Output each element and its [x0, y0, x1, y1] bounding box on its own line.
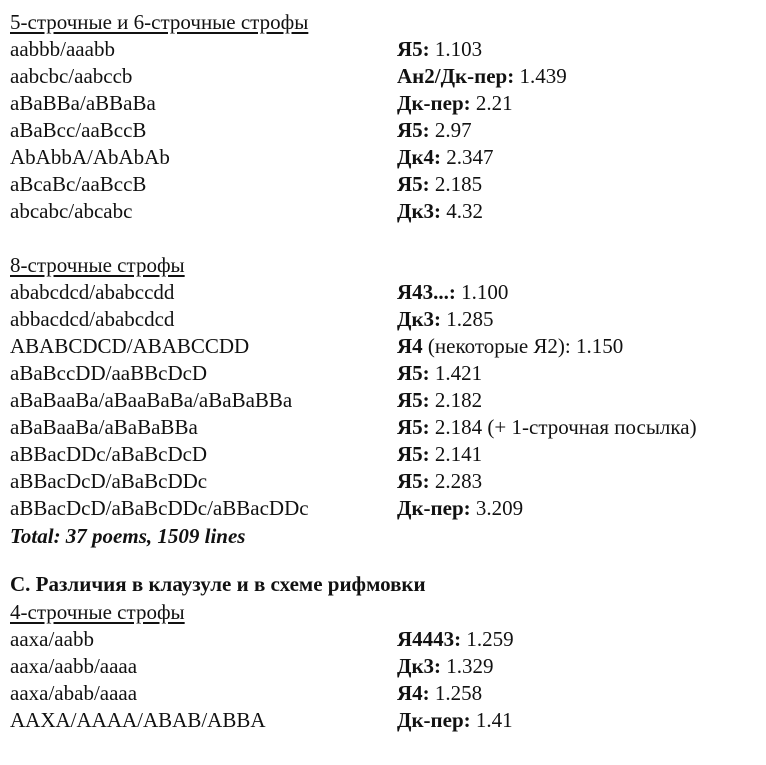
rhyme-scheme: aBBacDcD/aBaBcDDc/aBBacDDc: [10, 496, 309, 520]
stanza-row: [10, 441, 760, 468]
rhyme-scheme: abbacdcd/ababcdcd: [10, 307, 175, 331]
meter-label: Я5:: [397, 469, 430, 493]
meter-label: Ан2/Дк-пер:: [397, 64, 515, 88]
stanza-row: [10, 680, 760, 707]
poem-reference: 2.185: [429, 172, 483, 196]
rhyme-scheme: ABABCDCD/ABABCCDD: [10, 334, 250, 358]
rhyme-scheme: aBaBBa/aBBaBa: [10, 91, 156, 115]
rhyme-scheme: AAXA/AAAA/ABAB/ABBA: [10, 708, 266, 732]
poem-reference: 1.103: [429, 37, 483, 61]
rhyme-scheme: ababcdcd/ababccdd: [10, 280, 175, 304]
stanza-row: [10, 144, 760, 171]
poem-reference: 2.347: [441, 145, 494, 169]
meter-label: Я4: [397, 334, 423, 358]
poem-reference: 1.329: [441, 654, 494, 678]
section-heading-8-line: 8-строчные строфы: [10, 253, 185, 277]
poem-reference: 4.32: [441, 199, 484, 223]
stanza-row: [10, 653, 760, 680]
poem-reference: 2.21: [470, 91, 513, 115]
poem-reference: (некоторые Я2): 1.150: [422, 334, 624, 358]
rhyme-scheme: aabcbc/aabccb: [10, 64, 133, 88]
stanza-row: [10, 707, 760, 734]
spacer: [10, 225, 760, 251]
meter-label: Дк3:: [397, 199, 442, 223]
section-heading-5-6-line: 5-строчные и 6-строчные строфы: [10, 10, 309, 34]
section-heading-4-line: 4-строчные строфы: [10, 600, 185, 624]
poem-reference: 1.41: [470, 708, 513, 732]
total-summary: Total: 37 poems, 1509 lines: [10, 524, 246, 548]
meter-label: Дк4:: [397, 145, 442, 169]
rhyme-scheme: aBBacDDc/aBaBcDcD: [10, 442, 208, 466]
rhyme-scheme: aBaBccDD/aaBBcDcD: [10, 361, 208, 385]
stanza-row: [10, 198, 760, 225]
meter-label: Дк-пер:: [397, 496, 471, 520]
rhyme-scheme: aBBacDcD/aBaBcDDc: [10, 469, 208, 493]
meter-label: Дк-пер:: [397, 708, 471, 732]
meter-label: Дк-пер:: [397, 91, 471, 115]
stanza-row: [10, 306, 760, 333]
stanza-row: [10, 468, 760, 495]
rhyme-scheme: aBaBaaBa/aBaaBaBa/aBaBaBBa: [10, 388, 293, 412]
poem-reference: 2.184 (+ 1-строчная посылка): [429, 415, 697, 439]
stanza-row: [10, 626, 760, 653]
rhyme-scheme: aBaBaaBa/aBaBaBBa: [10, 415, 198, 439]
rhyme-scheme: abcabc/abcabc: [10, 199, 133, 223]
poem-reference: 2.182: [429, 388, 483, 412]
rhyme-scheme: AbAbbA/AbAbAb: [10, 145, 170, 169]
poem-reference: 1.421: [429, 361, 483, 385]
stanza-list-5-6-line: [10, 36, 760, 225]
poem-reference: 3.209: [470, 496, 524, 520]
poem-reference: 1.100: [455, 280, 509, 304]
rhyme-scheme: aaxa/aabb: [10, 627, 94, 651]
stanza-row: [10, 333, 760, 360]
rhyme-scheme: aaxa/aabb/aaaa: [10, 654, 138, 678]
poem-reference: 2.283: [429, 469, 483, 493]
stanza-row: [10, 279, 760, 306]
meter-label: Я4:: [397, 681, 430, 705]
meter-label: Я5:: [397, 37, 430, 61]
meter-label: Дк3:: [397, 307, 442, 331]
poem-reference: 1.285: [441, 307, 494, 331]
meter-label: Я5:: [397, 361, 430, 385]
stanza-row: [10, 171, 760, 198]
stanza-row: [10, 117, 760, 144]
spacer: [10, 550, 760, 570]
meter-label: Я5:: [397, 442, 430, 466]
stanza-row: [10, 495, 760, 522]
stanza-row: [10, 360, 760, 387]
stanza-row: [10, 63, 760, 90]
rhyme-scheme: aBcaBc/aaBccB: [10, 172, 147, 196]
section-c-title: C. Различия в клаузуле и в схеме рифмовки: [10, 572, 426, 596]
stanza-row: [10, 414, 760, 441]
rhyme-scheme: aaxa/abab/aaaa: [10, 681, 138, 705]
rhyme-scheme: aabbb/aaabb: [10, 37, 115, 61]
stanza-row: [10, 387, 760, 414]
stanza-list-8-line: [10, 279, 760, 522]
meter-label: Я43...:: [397, 280, 456, 304]
meter-label: Дк3:: [397, 654, 442, 678]
stanza-row: [10, 36, 760, 63]
poem-reference: 1.259: [461, 627, 514, 651]
meter-label: Я4443:: [397, 627, 462, 651]
stanza-row: [10, 90, 760, 117]
document-page: [10, 8, 760, 734]
meter-label: Я5:: [397, 118, 430, 142]
rhyme-scheme: aBaBcc/aaBccB: [10, 118, 147, 142]
meter-label: Я5:: [397, 388, 430, 412]
meter-label: Я5:: [397, 415, 430, 439]
poem-reference: 2.141: [429, 442, 483, 466]
meter-label: Я5:: [397, 172, 430, 196]
poem-reference: 2.97: [429, 118, 472, 142]
poem-reference: 1.258: [429, 681, 483, 705]
stanza-list-4-line: [10, 626, 760, 734]
poem-reference: 1.439: [514, 64, 567, 88]
